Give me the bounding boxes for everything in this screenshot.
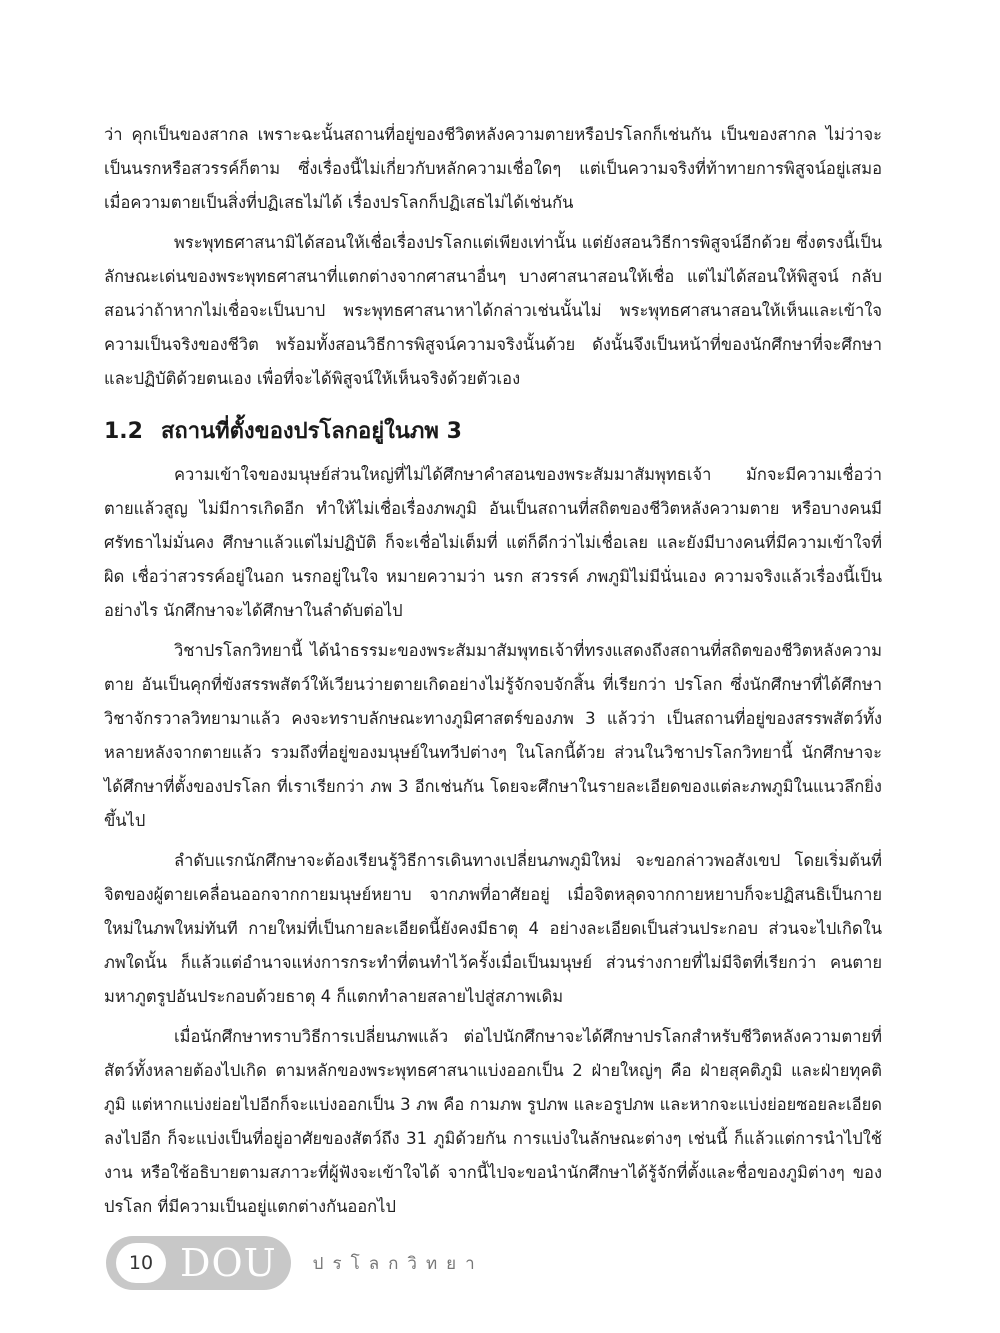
document-body (104, 118, 882, 1230)
paragraph: เมื่อนักศึกษาทราบวิธีการเปลี่ยนภพแล้ว ต่อไปนักศึกษาจะได้ศึกษาปรโลกสำหรับชีวิตหลังความตายที่สัตว์ทั้งหลายต้องไปเกิด ตามหลักของพระพุทธศาสนาแบ่งออกเป็น 2 ฝ่ายใหญ่ๆ คือ ฝ่ายสุคติภูมิ และฝ่ายทุคติภูมิ แต่หากแบ่งย่อยไปอีกก็จะแบ่งออกเป็น 3 ภพ คือ กามภพ รูปภพ และอรูปภพ และหากจะแบ่งย่อยซอยละเอียดลงไปอีก ก็จะแบ่งเป็นที่อยู่อาศัยของสัตว์ถึง 31 ภูมิด้วยกัน การแบ่งในลักษณะต่างๆ เช่นนี้ ก็แล้วแต่การนำไปใช้งาน หรือใช้อธิบายตามสภาวะที่ผู้ฟังจะเข้าใจได้ จากนี้ไปจะขอนำนักศึกษาได้รู้จักที่ตั้งและชื่อของภูมิต่างๆ ของปรโลก ที่มีความเป็นอยู่แตกต่างกันออกไป (104, 1027, 882, 1216)
paragraph: ว่า คุกเป็นของสากล เพราะฉะนั้นสถานที่อยู่ของชีวิตหลังความตายหรือปรโลกก็เช่นกัน เป็นของสากล ไม่ว่าจะเป็นนรกหรือสวรรค์ก็ตาม ซึ่งเรื่องนี้ไม่เกี่ยวกับหลักความเชื่อใดๆ แต่เป็นความจริงที่ท้าทายการพิสูจน์อยู่เสมอ เมื่อความตายเป็นสิ่งที่ปฏิเสธไม่ได้ เรื่องปรโลกก็ปฏิเสธไม่ได้เช่นกัน (104, 125, 882, 212)
page-number: 10 (116, 1243, 166, 1283)
course-title: ปรโลกวิทยา (312, 1253, 484, 1274)
paragraph: พระพุทธศาสนามิได้สอนให้เชื่อเรื่องปรโลกแต่เพียงเท่านั้น แต่ยังสอนวิธีการพิสูจน์อีกด้วย ซึ่งตรงนี้เป็นลักษณะเด่นของพระพุทธศาสนาที่แตกต่างจากศาสนาอื่นๆ บางศาสนาสอนให้เชื่อ แต่ไม่ได้สอนให้พิสูจน์ กลับสอนว่าถ้าหากไม่เชื่อจะเป็นบาป พระพุทธศาสนาหาได้กล่าวเช่นนั้นไม่ พระพุทธศาสนาสอนให้เห็นและเข้าใจความเป็นจริงของชีวิต พร้อมทั้งสอนวิธีการพิสูจน์ความจริงนั้นด้วย ดังนั้นจึงเป็นหน้าที่ของนักศึกษาที่จะศึกษาและปฏิบัติด้วยตนเอง เพื่อที่จะได้พิสูจน์ให้เห็นจริงด้วยตัวเอง (104, 233, 882, 388)
paragraph: วิชาปรโลกวิทยานี้ ได้นำธรรมะของพระสัมมาสัมพุทธเจ้าที่ทรงแสดงถึงสถานที่สถิตของชีวิตหลังความตาย อันเป็นคุกที่ขังสรรพสัตว์ให้เวียนว่ายตายเกิดอย่างไม่รู้จักจบจักสิ้น ที่เรียกว่า ปรโลก ซึ่งนักศึกษาที่ได้ศึกษาวิชาจักรวาลวิทยามาแล้ว คงจะทราบลักษณะทางภูมิศาสตร์ของภพ 3 แล้วว่า เป็นสถานที่อยู่ของสรรพสัตว์ทั้งหลายหลังจากตายแล้ว รวมถึงที่อยู่ของมนุษย์ในทวีปต่างๆ ในโลกนี้ด้วย ส่วนในวิชาปรโลกวิทยานี้ นักศึกษาจะได้ศึกษาที่ตั้งของปรโลก ที่เราเรียกว่า ภพ 3 อีกเช่นกัน โดยจะศึกษาในรายละเอียดของแต่ละภพภูมิในแนวลึกยิ่งขึ้นไป (104, 641, 882, 830)
paragraph: ลำดับแรกนักศึกษาจะต้องเรียนรู้วิธีการเดินทางเปลี่ยนภพภูมิใหม่ จะขอกล่าวพอสังเขป โดยเริ่มต้นที่จิตของผู้ตายเคลื่อนออกจากกายมนุษย์หยาบ จากภพที่อาศัยอยู่ เมื่อจิตหลุดจากกายหยาบก็จะปฏิสนธิเป็นกายใหม่ในภพใหม่ทันที กายใหม่ที่เป็นกายละเอียดนี้ยังคงมีธาตุ 4 อย่างละเอียดเป็นส่วนประกอบ ส่วนจะไปเกิดในภพใดนั้น ก็แล้วแต่อำนาจแห่งการกระทำที่ตนทำไว้ครั้งเมื่อเป็นมนุษย์ ส่วนร่างกายที่ไม่มีจิตที่เรียกว่า คนตาย มหาภูตรูปอันประกอบด้วยธาตุ 4 ก็แตกทำลายสลายไปสู่สภาพเดิม (104, 851, 882, 1006)
section-heading (104, 412, 882, 452)
footer-badge (106, 1236, 291, 1290)
paragraph: ความเข้าใจของมนุษย์ส่วนใหญ่ที่ไม่ได้ศึกษาคำสอนของพระสัมมาสัมพุทธเจ้า มักจะมีความเชื่อว่าตายแล้วสูญ ไม่มีการเกิดอีก ทำให้ไม่เชื่อเรื่องภพภูมิ อันเป็นสถานที่สถิตของชีวิตหลังความตาย หรือบางคนมีศรัทธาไม่มั่นคง ศึกษาแล้วแต่ไม่ปฏิบัติ ก็จะเชื่อไม่เต็มที่ แต่ก็ดีกว่าไม่เชื่อเลย และยังมีบางคนที่มีความเข้าใจที่ผิด เชื่อว่าสวรรค์อยู่ในอก นรกอยู่ในใจ หมายความว่า นรก สวรรค์ ภพภูมิไม่มีนั่นเอง ความจริงแล้วเรื่องนี้เป็นอย่างไร นักศึกษาจะได้ศึกษาในลำดับต่อไป (104, 465, 882, 620)
section-title: สถานที่ตั้งของปรโลกอยู่ในภพ 3 (160, 419, 462, 444)
brand-logo: DOU (180, 1241, 277, 1285)
section-number: 1.2 (104, 419, 143, 444)
page-footer (106, 1236, 484, 1290)
